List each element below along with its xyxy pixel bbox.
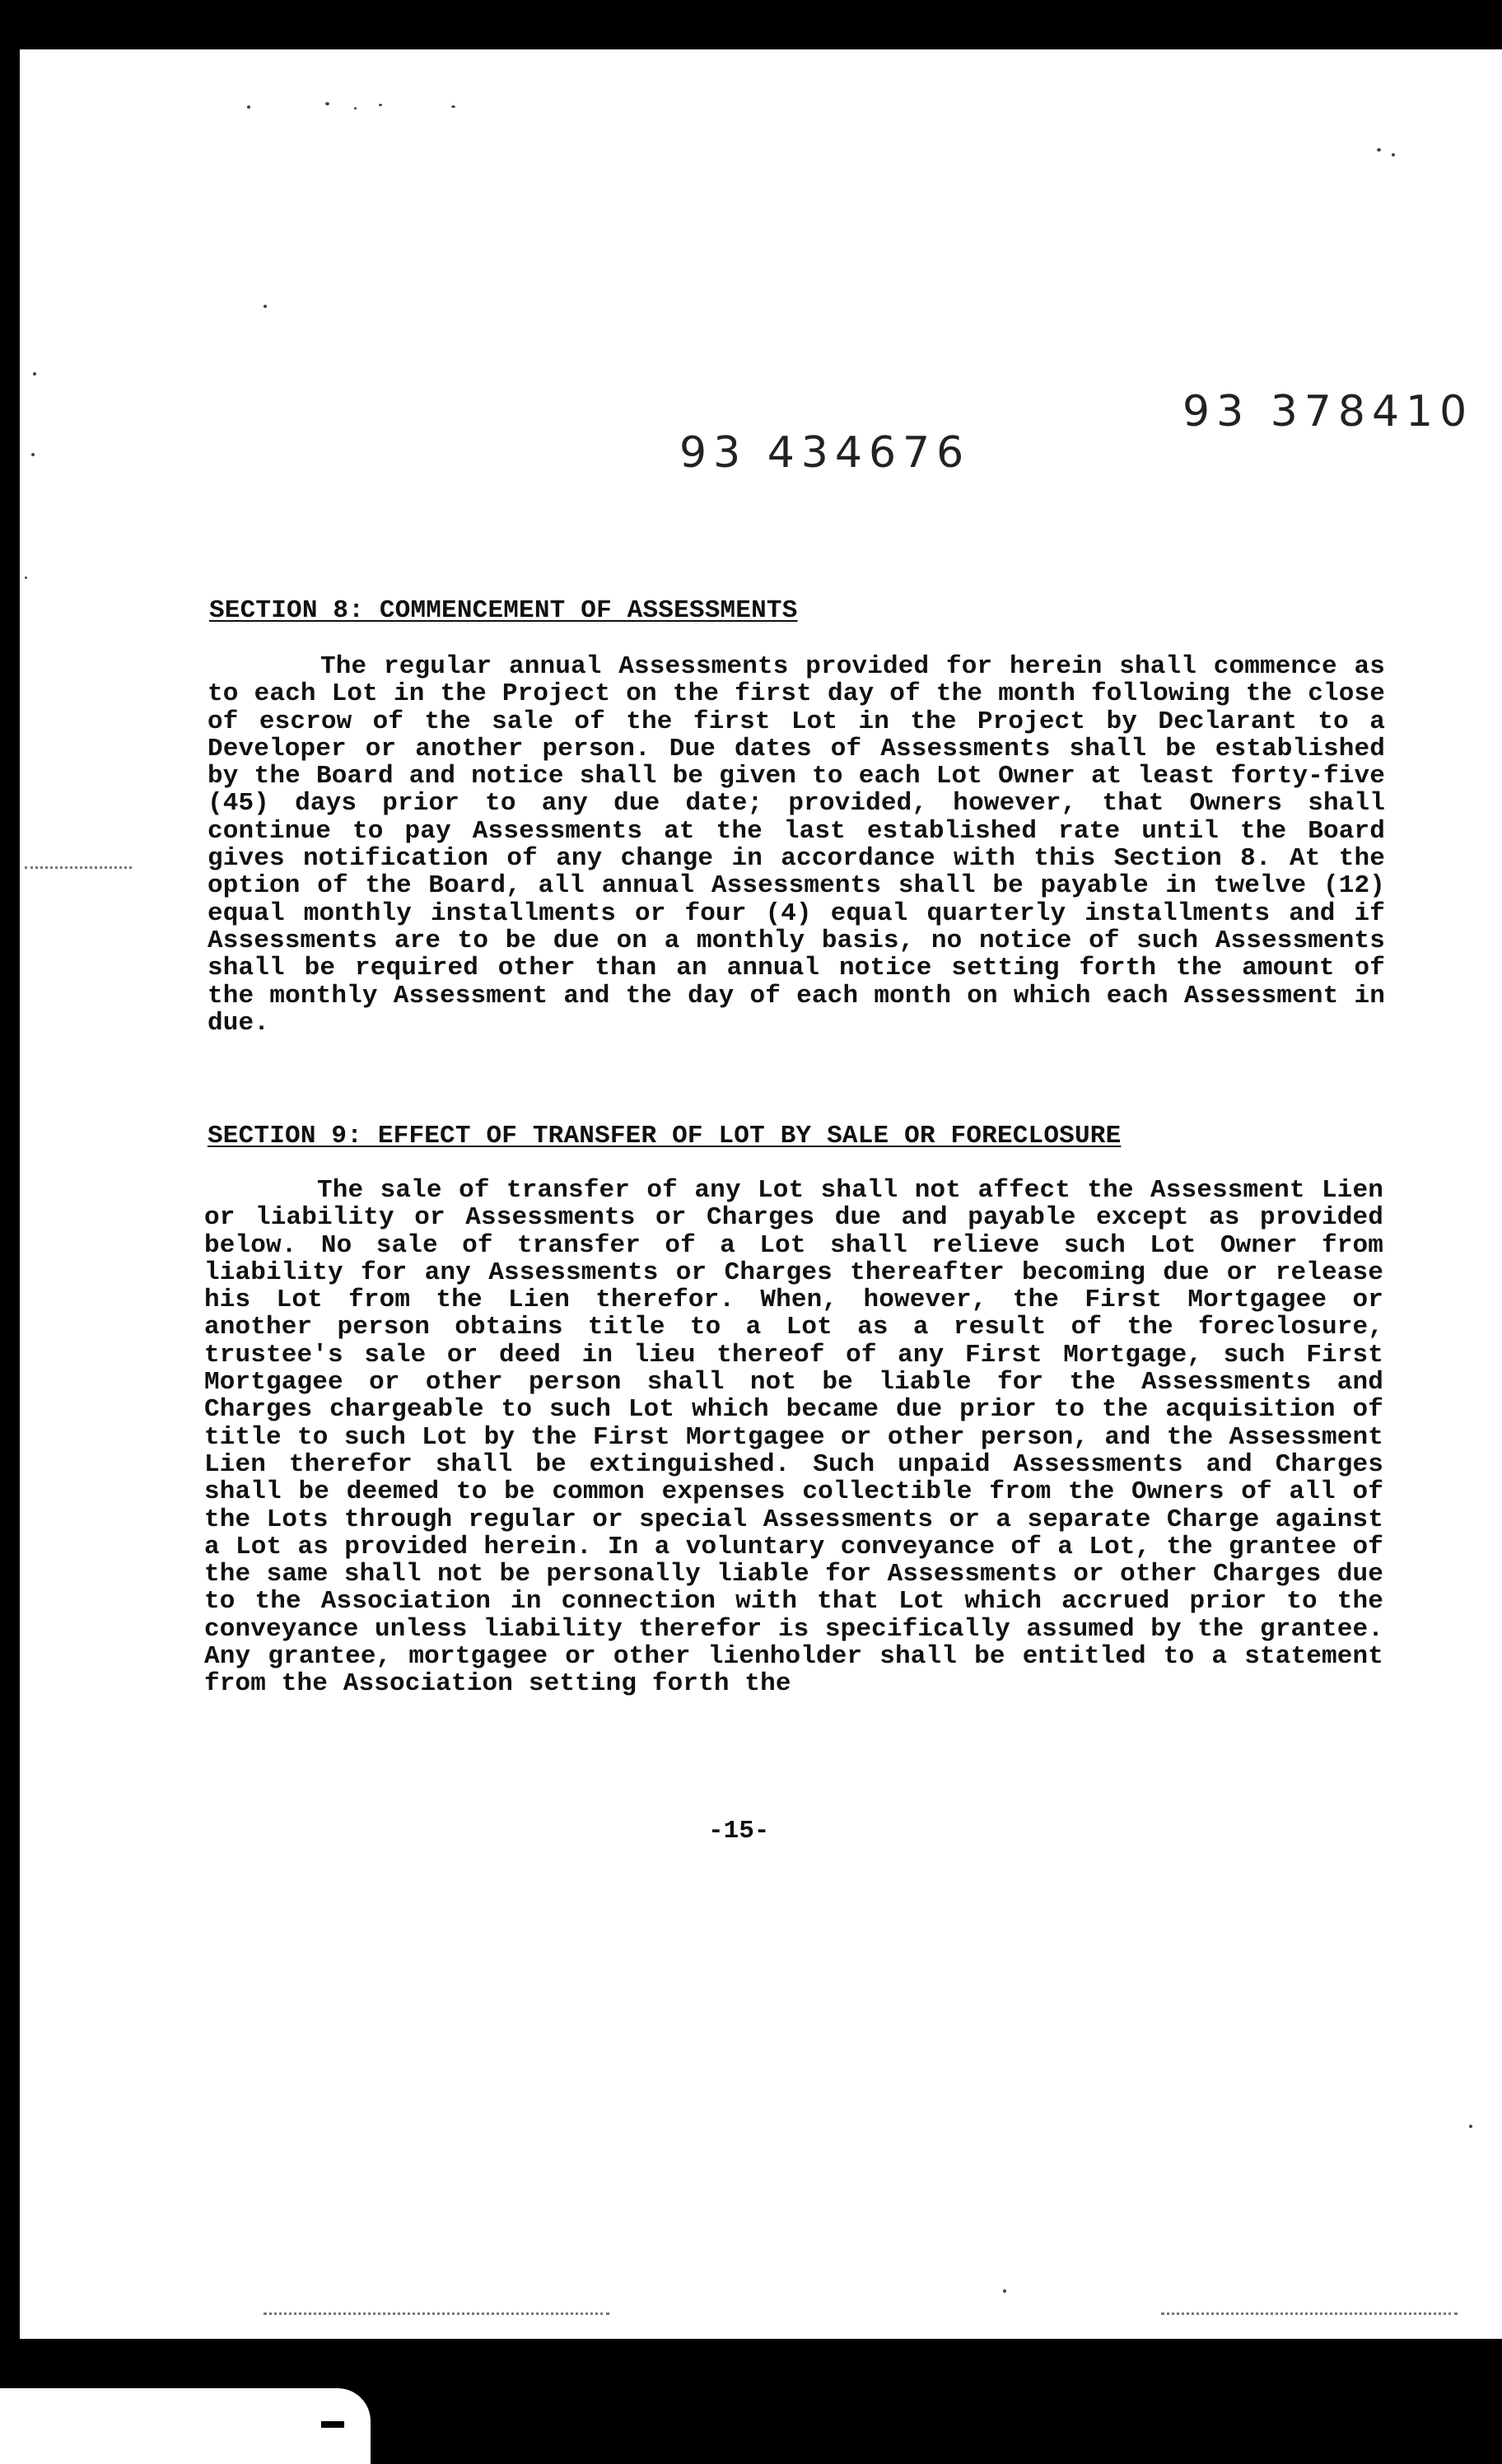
- scan-border-top: [0, 0, 1502, 51]
- scan-speck: [264, 305, 267, 308]
- scan-mark: [321, 2421, 344, 2428]
- scan-speck: [1392, 153, 1395, 156]
- scan-speck: [325, 102, 329, 105]
- section-8-paragraph: The regular annual Assessments provided for herein shall commence as to each Lot in the Project on the first day of the month following the close of escrow of the sale of the first Lot in the Project by Declarant to a Developer or another person. Due dates of Assessments shall be established by the Board and notice shall be given to each Lot Owner at least forty-five (45) days prior to any due date; provided, however, that Owners shall continue to pay Assessments at the last established rate until the Board gives notification of any change in accordance with this Section 8. At the option of the Board, all annual Assessments shall be payable in twelve (12) equal monthly installments or four (4) equal quarterly installments and if Assessments are to be due on a monthly basis, no notice of such Assessments shall be required other than an annual notice setting forth the amount of the monthly Assessment and the day of each month on which each Assessment in due.: [208, 652, 1385, 1038]
- scan-speck: [33, 372, 36, 376]
- scan-speck: [1377, 148, 1381, 152]
- section-9-paragraph: The sale of transfer of any Lot shall not affect the Assessment Lien or liability or Assessments or Charges due and payable except as provided below. No sale of transfer of a Lot shall relieve such Lot Owner from liability for any Assessments or Charges thereafter becoming due or release his Lot from the Lien therefor. When, however, the First Mortgagee or another person obtains title to a Lot as a result of the foreclosure, trustee's sale or deed in lieu thereof of any First Mortgage, such First Mortgagee or other person shall not be liable for the Assessments and Charges chargeable to such Lot which became due prior to the acquisition of title to such Lot by the First Mortgagee or other person, and the Assessment Lien therefor shall be extinguished. Such unpaid Assessments and Charges shall be deemed to be common expenses collectible from the Owners of all of the Lots through regular or special Assessments or a separate Charge against a Lot as provided herein. In a voluntary conveyance of a Lot, the grantee of the same shall not be personally liable for Assessments or other Charges due to the Association in connection with that Lot which accrued prior to the conveyance unless liability therefor is specifically assumed by the grantee. Any grantee, mortgagee or other lienholder shall be entitled to a statement from the Association setting forth the: [204, 1176, 1383, 1699]
- scan-speck: [379, 104, 382, 106]
- section-8-heading: SECTION 8: COMMENCEMENT OF ASSESSMENTS: [209, 596, 798, 625]
- page-number: -15-: [708, 1817, 770, 1846]
- scan-speck: [247, 105, 250, 109]
- scan-mark-line: [1161, 2312, 1458, 2315]
- scan-speck: [1003, 2289, 1006, 2293]
- section-9-heading: SECTION 9: EFFECT OF TRANSFER OF LOT BY SALE OR FORECLOSURE: [208, 1122, 1122, 1150]
- scan-speck: [25, 576, 27, 579]
- recording-number-stamp-left: 93 434676: [679, 428, 971, 478]
- recording-number-stamp-right: 93 378410: [1182, 387, 1474, 436]
- scan-speck: [31, 453, 35, 456]
- scan-speck: [354, 107, 357, 110]
- scan-speck: [1469, 2125, 1472, 2128]
- scan-mark-line: [264, 2312, 609, 2315]
- scan-border-bottom-tab: [0, 2388, 371, 2464]
- scan-speck: [451, 105, 455, 108]
- scan-border-left: [0, 0, 20, 321]
- scan-mark-line: [25, 866, 132, 869]
